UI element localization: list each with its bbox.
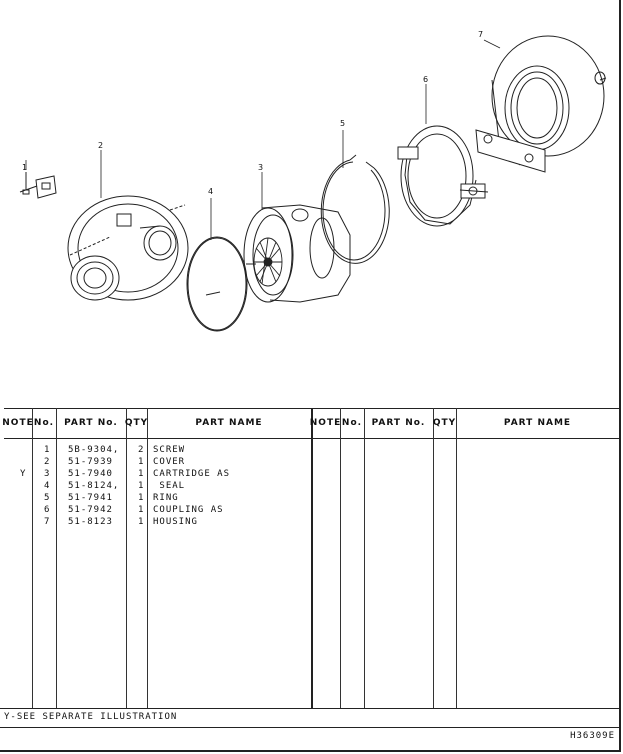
row-part-no: 51-8123 <box>68 517 113 527</box>
row-part-no: 51-7941 <box>68 493 113 503</box>
callout-5: 5 <box>340 119 346 128</box>
parts-table <box>4 408 619 708</box>
callout-6: 6 <box>423 75 429 84</box>
table-bottom-rule <box>0 708 621 709</box>
row-qty: 1 <box>138 505 145 515</box>
row-no: 4 <box>44 481 51 491</box>
row-part-no: 5B-9304, <box>68 445 120 455</box>
header-no-right: No. <box>341 418 363 428</box>
col-divider <box>364 408 365 708</box>
row-qty: 2 <box>138 445 145 455</box>
col-divider <box>56 408 57 708</box>
row-part-name: HOUSING <box>153 517 198 527</box>
housing-part-7 <box>476 36 606 172</box>
row-no: 7 <box>44 517 51 527</box>
row-no: 6 <box>44 505 51 515</box>
row-no: 2 <box>44 457 51 467</box>
header-note: NOTE <box>2 418 34 428</box>
row-no: 1 <box>44 445 51 455</box>
header-note-right: NOTE <box>309 418 342 428</box>
callout-7: 7 <box>478 30 484 39</box>
drawing-number: H36309E <box>570 731 615 741</box>
header-no: No. <box>33 418 55 428</box>
row-qty: 1 <box>138 469 145 479</box>
callout-4: 4 <box>208 187 214 196</box>
footer-note: Y-SEE SEPARATE ILLUSTRATION <box>4 712 178 722</box>
footer-rule <box>0 727 621 728</box>
seal-part-4 <box>187 237 247 331</box>
ring-part-5 <box>321 155 389 263</box>
row-qty: 1 <box>138 481 145 491</box>
coupling-part-6 <box>398 126 488 226</box>
cover-part-2 <box>68 196 188 300</box>
header-part-no: PART No. <box>64 418 118 428</box>
row-qty: 1 <box>138 493 145 503</box>
callout-2: 2 <box>98 141 104 150</box>
col-divider <box>456 408 457 708</box>
header-part-no-right: PART No. <box>371 418 426 428</box>
col-divider-center <box>311 408 313 708</box>
row-part-no: 51-7940 <box>68 469 113 479</box>
row-no: 5 <box>44 493 51 503</box>
header-part-name-right: PART NAME <box>503 418 572 428</box>
row-part-name: RING <box>153 493 179 503</box>
col-divider <box>32 408 33 708</box>
row-part-no: 51-8124, <box>68 481 120 491</box>
callout-1: 1 <box>22 163 28 172</box>
row-part-name: CARTRIDGE AS <box>153 469 231 479</box>
row-part-no: 51-7939 <box>68 457 113 467</box>
callout-3: 3 <box>258 163 264 172</box>
row-part-no: 51-7942 <box>68 505 113 515</box>
screw-part-1 <box>20 172 56 198</box>
row-part-name: COVER <box>153 457 186 467</box>
header-qty: QTY <box>124 418 149 428</box>
col-divider <box>126 408 127 708</box>
row-part-name: SEAL <box>153 481 186 491</box>
col-divider <box>147 408 148 708</box>
row-no: 3 <box>44 469 51 479</box>
row-part-name: SCREW <box>153 445 186 455</box>
col-divider <box>340 408 341 708</box>
row-note: Y <box>20 469 27 479</box>
header-qty-right: QTY <box>432 418 457 428</box>
row-part-name: COUPLING AS <box>153 505 224 515</box>
cartridge-part-3 <box>244 205 350 302</box>
col-divider <box>433 408 434 708</box>
row-qty: 1 <box>138 517 145 527</box>
header-part-name: PART NAME <box>195 418 263 428</box>
row-qty: 1 <box>138 457 145 467</box>
